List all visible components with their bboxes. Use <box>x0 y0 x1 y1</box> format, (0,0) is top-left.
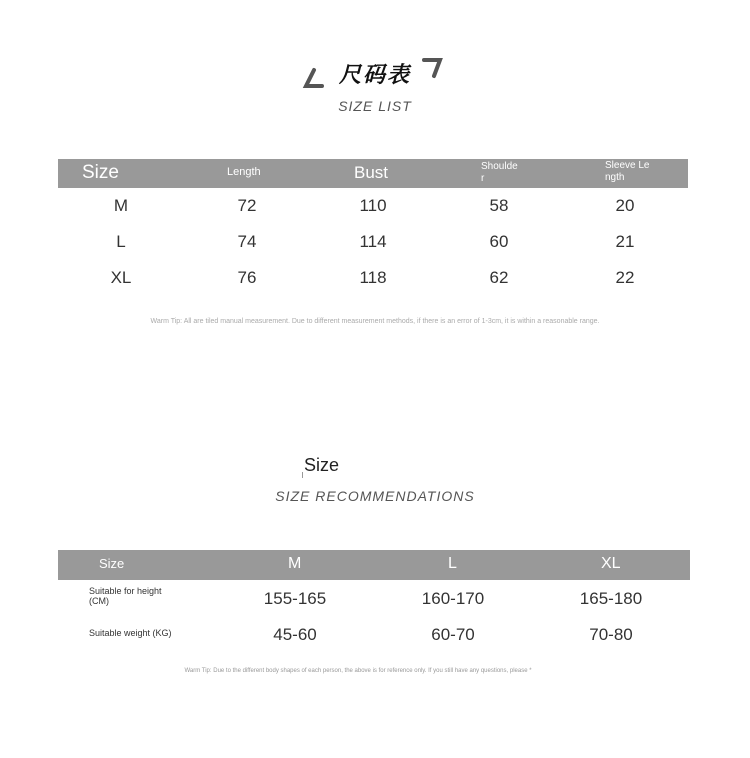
cell-shoulder: 60 <box>489 232 509 251</box>
size-table-header <box>58 159 688 188</box>
cell-weight-m: 45-60 <box>273 625 317 644</box>
recommendation-title: Size <box>304 455 340 475</box>
recommendation-table <box>58 550 690 652</box>
table-row <box>58 224 688 260</box>
table-row <box>58 580 690 616</box>
header-l: L <box>448 555 457 572</box>
table-row <box>58 260 688 296</box>
table-row <box>58 188 688 224</box>
header-sleeve-length: Sleeve Length <box>605 160 650 183</box>
size-table-tip: Warm Tip: All are tiled manual measurement. Due to different measurement methods, if there is an error of 1-3cm, it is within a reasonable range. <box>150 318 600 325</box>
cell-sleeve: 21 <box>615 232 635 251</box>
size-list-subtitle: SIZE LIST <box>338 98 412 114</box>
cell-bust: 114 <box>359 232 387 251</box>
header-xl: XL <box>601 555 621 572</box>
header-size: Size <box>82 162 119 183</box>
cell-height-m: 155-165 <box>263 589 327 608</box>
cell-weight-l: 60-70 <box>431 625 475 644</box>
header-length: Length <box>227 166 261 178</box>
size-chart-title: 尺码表 <box>338 63 411 88</box>
recommendation-table-header <box>58 550 690 580</box>
cell-length: 74 <box>237 232 257 251</box>
cell-sleeve: 20 <box>615 196 635 215</box>
header-m: M <box>288 555 302 572</box>
cell-size: XL <box>110 268 132 287</box>
cell-size: L <box>116 232 126 251</box>
recommendation-subtitle: SIZE RECOMMENDATIONS <box>275 488 475 504</box>
row-label-weight: Suitable weight (KG) <box>89 628 172 638</box>
header-shoulder: Shoulder <box>481 161 518 184</box>
cell-length: 72 <box>237 196 257 215</box>
cell-bust: 118 <box>359 268 387 287</box>
cell-weight-xl: 70-80 <box>589 625 633 644</box>
header-bust: Bust <box>354 163 389 182</box>
right-hook-decoration <box>420 54 450 84</box>
cell-height-xl: 165-180 <box>579 589 643 608</box>
cell-shoulder: 58 <box>489 196 509 215</box>
cell-size: M <box>113 196 129 215</box>
cell-length: 76 <box>237 268 257 287</box>
size-table <box>58 159 688 296</box>
header-size: Size <box>99 556 125 571</box>
recommendation-tip: Warm Tip: Due to the different body shapes of each person, the above is for reference only. If you still have any questions, please * <box>184 668 532 674</box>
row-label-height: Suitable for height (CM) <box>89 586 162 606</box>
title-tick-decoration <box>302 472 303 478</box>
table-row <box>58 616 690 652</box>
cell-height-l: 160-170 <box>421 589 485 608</box>
cell-shoulder: 62 <box>489 268 509 287</box>
cell-sleeve: 22 <box>615 268 635 287</box>
cell-bust: 110 <box>359 196 387 215</box>
